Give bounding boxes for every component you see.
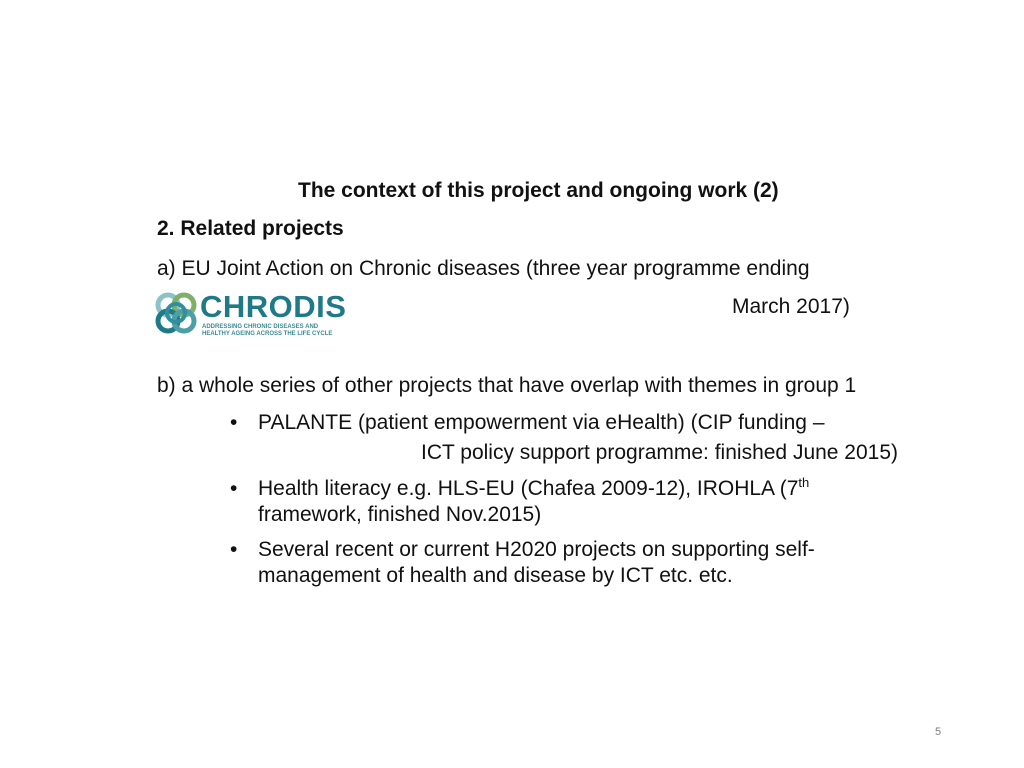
item-a-line1: a) EU Joint Action on Chronic diseases (three year programme ending	[157, 257, 810, 280]
chrodis-rings-icon	[150, 287, 206, 343]
bullet-palante-line2: ICT policy support programme: finished June 2015)	[421, 441, 899, 464]
bullet-health-literacy-line1	[258, 476, 809, 502]
bullet-h2020-line1: Several recent or current H2020 projects on supporting self-	[258, 538, 815, 561]
logo-tagline	[202, 324, 332, 338]
bullet-palante-line1: PALANTE (patient empowerment via eHealth) (CIP funding –	[258, 411, 825, 434]
superscript-th: th	[798, 475, 810, 490]
bullet-dot: •	[230, 411, 238, 434]
bullet-dot: •	[230, 477, 238, 500]
logo-wordmark: CHRODIS	[200, 289, 347, 324]
logo-tagline-line1: ADDRESSING CHRONIC DISEASES AND	[202, 324, 319, 330]
bullet-h2020-line2: management of health and disease by ICT etc. etc.	[258, 564, 733, 587]
item-b: b) a whole series of other projects that have overlap with themes in group 1	[157, 374, 857, 397]
slide-title: The context of this project and ongoing work (2)	[298, 179, 779, 202]
bullet-health-literacy-text: Health literacy e.g. HLS-EU (Chafea 2009-12), IROHLA (7	[258, 477, 799, 500]
item-a-line2: March 2017)	[732, 295, 850, 318]
section-heading: 2. Related projects	[157, 217, 344, 240]
bullet-health-literacy-line2: framework, finished Nov.2015)	[258, 503, 542, 526]
bullet-dot: •	[230, 538, 238, 561]
logo-tagline-line2: HEALTHY AGEING ACROSS THE LIFE CYCLE	[202, 331, 333, 337]
page-number: 5	[935, 726, 942, 738]
chrodis-logo	[150, 287, 347, 343]
